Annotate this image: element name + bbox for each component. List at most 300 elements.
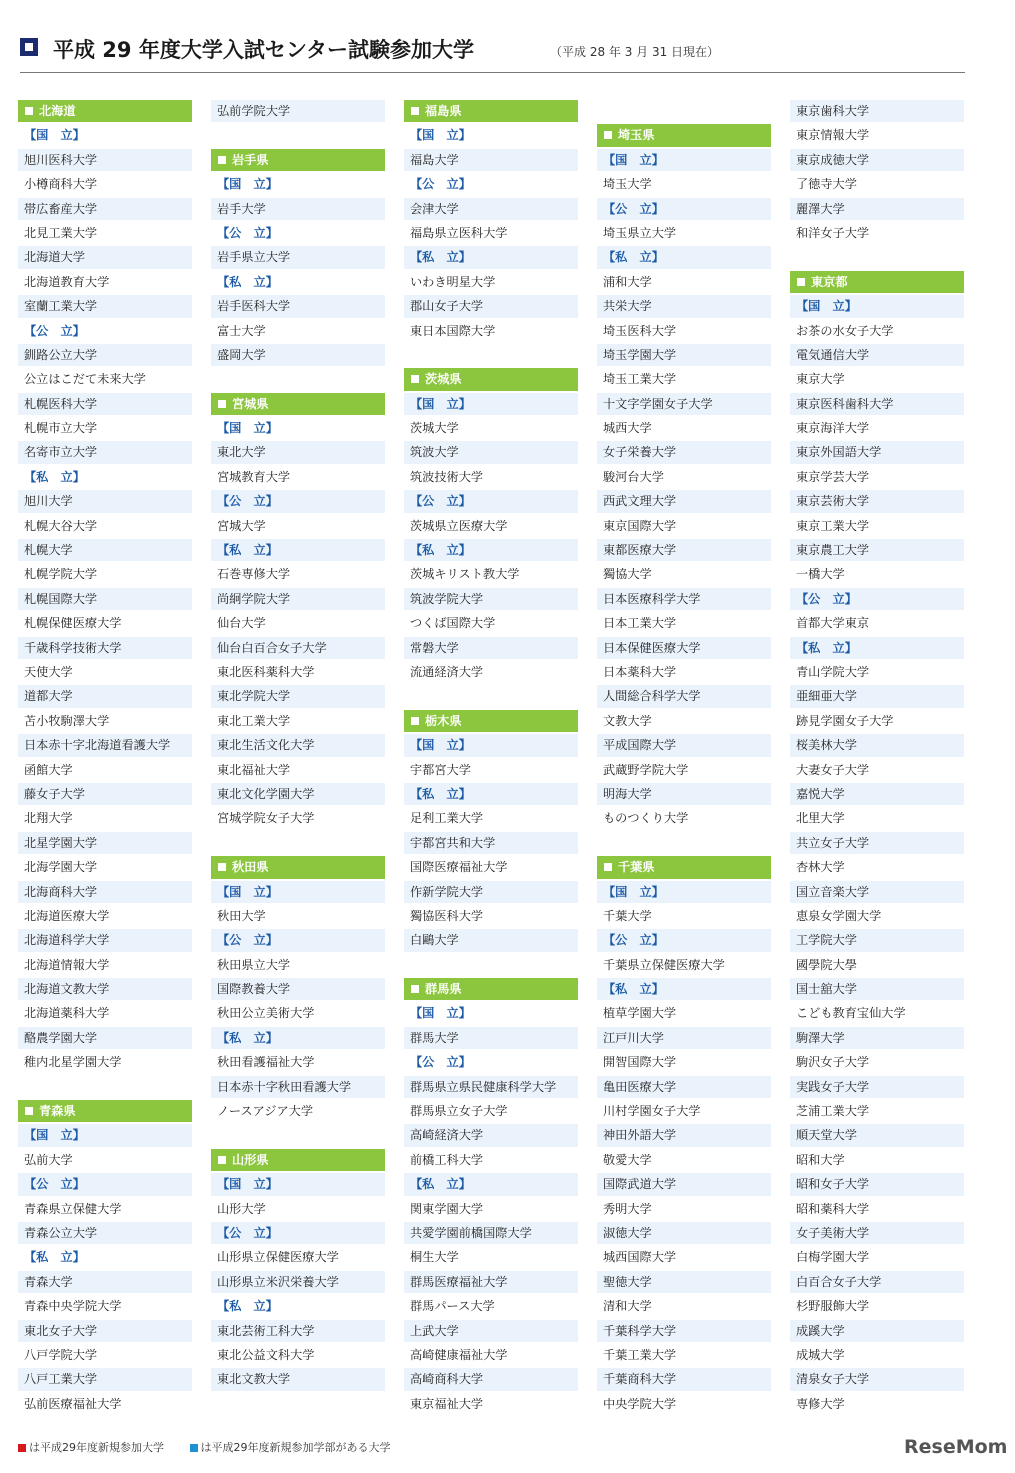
- prefecture-square-icon: [218, 156, 226, 164]
- category-label: 【公 立】: [404, 490, 578, 512]
- university-row: 釧路公立大学: [18, 344, 192, 366]
- university-row: 共立女子大学: [790, 832, 964, 854]
- university-row: 江戸川大学: [597, 1027, 771, 1049]
- prefecture-header: [211, 149, 385, 171]
- university-row: 成蹊大学: [790, 1320, 964, 1342]
- university-row: 宇都宮大学: [404, 759, 578, 781]
- university-row: 北海道大学: [18, 246, 192, 268]
- university-row: 高崎経済大学: [404, 1124, 578, 1146]
- university-row: 日本赤十字秋田看護大学: [211, 1076, 385, 1098]
- university-row: 杏林大学: [790, 856, 964, 878]
- as-of-date: （平成 28 年 3 月 31 日現在）: [550, 45, 720, 59]
- spacer-row: [790, 246, 964, 268]
- column-1: [18, 100, 192, 1417]
- university-row: ものつくり大学: [597, 807, 771, 829]
- university-row: 天使大学: [18, 661, 192, 683]
- university-row: 秋田看護福祉大学: [211, 1051, 385, 1073]
- university-row: ノースアジア大学: [211, 1100, 385, 1122]
- spacer-row: [404, 344, 578, 366]
- university-row: 宇都宮共和大学: [404, 832, 578, 854]
- spacer-row: [404, 954, 578, 976]
- prefecture-name: 東京都: [811, 274, 848, 289]
- university-row: 國學院大學: [790, 954, 964, 976]
- spacer-row: [597, 100, 771, 122]
- prefecture-name: 埼玉県: [618, 128, 655, 143]
- university-row: 埼玉県立大学: [597, 222, 771, 244]
- university-row: 弘前学院大学: [211, 100, 385, 122]
- university-row: 公立はこだて未来大学: [18, 368, 192, 390]
- university-row: 青森公立大学: [18, 1222, 192, 1244]
- category-label: 【公 立】: [404, 173, 578, 195]
- university-row: 岩手大学: [211, 198, 385, 220]
- category-label: 【私 立】: [18, 1246, 192, 1268]
- university-row: 清泉女子大学: [790, 1368, 964, 1390]
- category-label: 【私 立】: [404, 246, 578, 268]
- spacer-row: [404, 685, 578, 707]
- category-label: 【国 立】: [211, 881, 385, 903]
- university-row: 東京国際大学: [597, 515, 771, 537]
- university-row: 東北生活文化大学: [211, 734, 385, 756]
- university-row: 名寄市立大学: [18, 441, 192, 463]
- university-row: 千葉工業大学: [597, 1344, 771, 1366]
- university-row: 山形県立米沢栄養大学: [211, 1271, 385, 1293]
- university-row: 東北女子大学: [18, 1320, 192, 1342]
- category-label: 【公 立】: [211, 929, 385, 951]
- university-row: 東日本国際大学: [404, 320, 578, 342]
- category-label: 【国 立】: [211, 1173, 385, 1195]
- university-row: 酪農学園大学: [18, 1027, 192, 1049]
- university-row: 青森大学: [18, 1271, 192, 1293]
- university-row: 敬愛大学: [597, 1149, 771, 1171]
- university-row: 稚内北星学園大学: [18, 1051, 192, 1073]
- university-row: 石巻専修大学: [211, 563, 385, 585]
- university-row: 流通経済大学: [404, 661, 578, 683]
- university-row: 東京福祉大学: [404, 1393, 578, 1415]
- university-row: 順天堂大学: [790, 1124, 964, 1146]
- prefecture-square-icon: [411, 375, 419, 383]
- university-row: 神田外語大学: [597, 1124, 771, 1146]
- university-row: 藤女子大学: [18, 783, 192, 805]
- prefecture-header: [404, 710, 578, 732]
- university-row: 旭川医科大学: [18, 149, 192, 171]
- prefecture-square-icon: [25, 1107, 33, 1115]
- university-row: 山形大学: [211, 1198, 385, 1220]
- university-row: 芝浦工業大学: [790, 1100, 964, 1122]
- university-row: 秋田公立美術大学: [211, 1002, 385, 1024]
- category-label: 【公 立】: [211, 1222, 385, 1244]
- university-row: 埼玉医科大学: [597, 320, 771, 342]
- university-row: 北翔大学: [18, 807, 192, 829]
- university-row: 白百合女子大学: [790, 1271, 964, 1293]
- university-row: 跡見学園女子大学: [790, 710, 964, 732]
- prefecture-square-icon: [797, 278, 805, 286]
- university-row: 植草学園大学: [597, 1002, 771, 1024]
- column-4: [597, 100, 771, 1417]
- university-row: 盛岡大学: [211, 344, 385, 366]
- prefecture-header: [211, 856, 385, 878]
- university-row: 東京医科歯科大学: [790, 393, 964, 415]
- university-row: 札幌大学: [18, 539, 192, 561]
- university-row: 青山学院大学: [790, 661, 964, 683]
- prefecture-name: 栃木県: [425, 713, 462, 728]
- university-row: 北海学園大学: [18, 856, 192, 878]
- university-row: 宮城学院女子大学: [211, 807, 385, 829]
- university-row: 青森県立保健大学: [18, 1198, 192, 1220]
- university-row: 淑徳大学: [597, 1222, 771, 1244]
- legend-item-new-faculty: [190, 1439, 391, 1455]
- prefecture-header: [18, 100, 192, 122]
- university-row: 北海商科大学: [18, 881, 192, 903]
- category-label: 【公 立】: [597, 198, 771, 220]
- category-label: 【国 立】: [18, 1124, 192, 1146]
- category-label: 【私 立】: [597, 246, 771, 268]
- university-row: 平成国際大学: [597, 734, 771, 756]
- category-label: 【私 立】: [211, 1027, 385, 1049]
- prefecture-header: [404, 978, 578, 1000]
- university-row: 仙台白百合女子大学: [211, 637, 385, 659]
- university-row: 茨城キリスト教大学: [404, 563, 578, 585]
- university-row: 武蔵野学院大学: [597, 759, 771, 781]
- university-row: 十文字学園女子大学: [597, 393, 771, 415]
- university-row: 富士大学: [211, 320, 385, 342]
- university-row: 旭川大学: [18, 490, 192, 512]
- spacer-row: [211, 368, 385, 390]
- university-row: 人間総合科学大学: [597, 685, 771, 707]
- university-row: 千葉大学: [597, 905, 771, 927]
- category-label: 【私 立】: [790, 637, 964, 659]
- university-row: 城西国際大学: [597, 1246, 771, 1268]
- university-row: 上武大学: [404, 1320, 578, 1342]
- prefecture-square-icon: [218, 863, 226, 871]
- university-row: 日本保健医療大学: [597, 637, 771, 659]
- page-header: [20, 34, 965, 73]
- university-row: 東京外国語大学: [790, 441, 964, 463]
- university-row: 千葉県立保健医療大学: [597, 954, 771, 976]
- university-row: 東京海洋大学: [790, 417, 964, 439]
- prefecture-header: [211, 1149, 385, 1171]
- university-row: 城西大学: [597, 417, 771, 439]
- university-row: 茨城大学: [404, 417, 578, 439]
- university-row: 筑波技術大学: [404, 466, 578, 488]
- university-row: 福島大学: [404, 149, 578, 171]
- university-row: 駿河台大学: [597, 466, 771, 488]
- university-row: 杉野服飾大学: [790, 1295, 964, 1317]
- legend-label: は平成29年度新規参加学部がある大学: [200, 1441, 391, 1454]
- university-row: 北海道薬科大学: [18, 1002, 192, 1024]
- prefecture-name: 茨城県: [425, 372, 462, 387]
- university-row: 国立音楽大学: [790, 881, 964, 903]
- column-5: [790, 100, 964, 1417]
- category-label: 【国 立】: [597, 881, 771, 903]
- university-row: 東北芸術工科大学: [211, 1320, 385, 1342]
- university-row: 群馬医療福祉大学: [404, 1271, 578, 1293]
- university-row: 千葉商科大学: [597, 1368, 771, 1390]
- university-row: 専修大学: [790, 1393, 964, 1415]
- category-label: 【私 立】: [404, 783, 578, 805]
- university-row: 宮城大学: [211, 515, 385, 537]
- university-row: 国士舘大学: [790, 978, 964, 1000]
- university-row: 苫小牧駒澤大学: [18, 710, 192, 732]
- prefecture-name: 北海道: [39, 104, 76, 118]
- university-row: 前橋工科大学: [404, 1149, 578, 1171]
- university-row: 群馬大学: [404, 1027, 578, 1049]
- category-label: 【私 立】: [211, 539, 385, 561]
- university-row: 札幌国際大学: [18, 588, 192, 610]
- university-row: 北海道教育大学: [18, 271, 192, 293]
- prefecture-name: 千葉県: [618, 860, 655, 875]
- university-row: 亜細亜大学: [790, 685, 964, 707]
- prefecture-square-icon: [218, 400, 226, 408]
- university-row: 実践女子大学: [790, 1076, 964, 1098]
- university-row: 岩手医科大学: [211, 295, 385, 317]
- university-row: つくば国際大学: [404, 612, 578, 634]
- university-row: 東北大学: [211, 441, 385, 463]
- university-row: 東京情報大学: [790, 124, 964, 146]
- university-row: 東北文教大学: [211, 1368, 385, 1390]
- university-row: 弘前大学: [18, 1149, 192, 1171]
- university-row: 道都大学: [18, 685, 192, 707]
- prefecture-name: 宮城県: [232, 396, 269, 411]
- university-row: 白鷗大学: [404, 929, 578, 951]
- category-label: 【国 立】: [404, 1002, 578, 1024]
- university-row: 作新学院大学: [404, 881, 578, 903]
- page-title: 平成 29 年度大学入試センター試験参加大学: [53, 38, 475, 62]
- university-row: 昭和薬科大学: [790, 1198, 964, 1220]
- university-row: 東北公益文科大学: [211, 1344, 385, 1366]
- university-row: 中央学院大学: [597, 1393, 771, 1415]
- university-row: 筑波学院大学: [404, 588, 578, 610]
- legend-label: は平成29年度新規参加大学: [29, 1441, 164, 1454]
- title-square-icon: [20, 38, 38, 56]
- university-row: 日本工業大学: [597, 612, 771, 634]
- university-row: 麗澤大学: [790, 198, 964, 220]
- university-row: 千歳科学技術大学: [18, 637, 192, 659]
- prefecture-name: 青森県: [39, 1104, 76, 1119]
- category-label: 【私 立】: [18, 466, 192, 488]
- category-label: 【公 立】: [211, 222, 385, 244]
- university-row: 山形県立保健医療大学: [211, 1246, 385, 1268]
- university-row: 成城大学: [790, 1344, 964, 1366]
- prefecture-square-icon: [411, 717, 419, 725]
- prefecture-name: 群馬県: [425, 982, 462, 997]
- category-label: 【国 立】: [404, 124, 578, 146]
- university-row: 茨城県立医療大学: [404, 515, 578, 537]
- university-row: 東北文化学園大学: [211, 783, 385, 805]
- spacer-row: [211, 1124, 385, 1146]
- university-row: 高崎健康福祉大学: [404, 1344, 578, 1366]
- university-row: 仙台大学: [211, 612, 385, 634]
- category-label: 【私 立】: [404, 539, 578, 561]
- column-2: [211, 100, 385, 1393]
- prefecture-name: 岩手県: [232, 152, 269, 167]
- university-row: 駒沢女子大学: [790, 1051, 964, 1073]
- legend: [18, 1439, 413, 1455]
- university-row: 恵泉女学園大学: [790, 905, 964, 927]
- university-row: 桐生大学: [404, 1246, 578, 1268]
- university-row: 函館大学: [18, 759, 192, 781]
- university-row: 東北工業大学: [211, 710, 385, 732]
- university-row: 北海道科学大学: [18, 929, 192, 951]
- university-row: 東京成徳大学: [790, 149, 964, 171]
- prefecture-header: [404, 368, 578, 390]
- university-row: 北星学園大学: [18, 832, 192, 854]
- university-row: 国際武道大学: [597, 1173, 771, 1195]
- university-row: 東京学芸大学: [790, 466, 964, 488]
- university-row: 東京芸術大学: [790, 490, 964, 512]
- category-label: 【国 立】: [597, 149, 771, 171]
- university-row: 国際教養大学: [211, 978, 385, 1000]
- university-row: 群馬県立女子大学: [404, 1100, 578, 1122]
- university-row: 嘉悦大学: [790, 783, 964, 805]
- university-row: 西武文理大学: [597, 490, 771, 512]
- university-row: こども教育宝仙大学: [790, 1002, 964, 1024]
- spacer-row: [211, 124, 385, 146]
- university-row: 札幌学院大学: [18, 563, 192, 585]
- university-row: 和洋女子大学: [790, 222, 964, 244]
- blue-square-icon: [190, 1444, 198, 1452]
- category-label: 【私 立】: [211, 271, 385, 293]
- university-row: 亀田医療大学: [597, 1076, 771, 1098]
- spacer-row: [211, 832, 385, 854]
- prefecture-name: 福島県: [425, 104, 462, 118]
- university-row: 大妻女子大学: [790, 759, 964, 781]
- university-row: 尚絅学院大学: [211, 588, 385, 610]
- category-label: 【公 立】: [597, 929, 771, 951]
- university-row: 東北医科薬科大学: [211, 661, 385, 683]
- university-row: 足利工業大学: [404, 807, 578, 829]
- category-label: 【国 立】: [211, 417, 385, 439]
- university-row: 北里大学: [790, 807, 964, 829]
- spacer-row: [597, 832, 771, 854]
- university-row: 埼玉学園大学: [597, 344, 771, 366]
- university-row: いわき明星大学: [404, 271, 578, 293]
- university-row: 関東学園大学: [404, 1198, 578, 1220]
- prefecture-square-icon: [25, 107, 33, 115]
- university-row: 電気通信大学: [790, 344, 964, 366]
- university-row: 浦和大学: [597, 271, 771, 293]
- university-row: 昭和大学: [790, 1149, 964, 1171]
- category-label: 【公 立】: [404, 1051, 578, 1073]
- spacer-row: [18, 1076, 192, 1098]
- prefecture-square-icon: [218, 1156, 226, 1164]
- university-row: 札幌市立大学: [18, 417, 192, 439]
- university-row: 札幌医科大学: [18, 393, 192, 415]
- prefecture-header: [597, 856, 771, 878]
- university-row: 清和大学: [597, 1295, 771, 1317]
- university-row: 埼玉工業大学: [597, 368, 771, 390]
- university-row: 東京農工大学: [790, 539, 964, 561]
- category-label: 【公 立】: [211, 490, 385, 512]
- category-label: 【国 立】: [211, 173, 385, 195]
- university-row: 会津大学: [404, 198, 578, 220]
- university-row: 聖徳大学: [597, 1271, 771, 1293]
- university-row: 工学院大学: [790, 929, 964, 951]
- category-label: 【国 立】: [404, 393, 578, 415]
- university-row: 札幌大谷大学: [18, 515, 192, 537]
- university-row: お茶の水女子大学: [790, 320, 964, 342]
- category-label: 【私 立】: [597, 978, 771, 1000]
- university-row: 常磐大学: [404, 637, 578, 659]
- category-label: 【私 立】: [404, 1173, 578, 1195]
- university-row: 川村学園女子大学: [597, 1100, 771, 1122]
- university-row: 秋田県立大学: [211, 954, 385, 976]
- prefecture-square-icon: [604, 131, 612, 139]
- university-row: 開智国際大学: [597, 1051, 771, 1073]
- university-row: 獨協大学: [597, 563, 771, 585]
- university-row: 国際医療福祉大学: [404, 856, 578, 878]
- university-row: 秀明大学: [597, 1198, 771, 1220]
- university-row: 北海道文教大学: [18, 978, 192, 1000]
- university-row: 首都大学東京: [790, 612, 964, 634]
- university-row: 郡山女子大学: [404, 295, 578, 317]
- university-row: 室蘭工業大学: [18, 295, 192, 317]
- university-row: 日本赤十字北海道看護大学: [18, 734, 192, 756]
- university-row: 筑波大学: [404, 441, 578, 463]
- prefecture-header: [18, 1100, 192, 1122]
- category-label: 【国 立】: [790, 295, 964, 317]
- university-row: 北海道情報大学: [18, 954, 192, 976]
- university-row: 八戸学院大学: [18, 1344, 192, 1366]
- university-row: 北見工業大学: [18, 222, 192, 244]
- university-row: 高崎商科大学: [404, 1368, 578, 1390]
- prefecture-header: [597, 124, 771, 146]
- category-label: 【私 立】: [211, 1295, 385, 1317]
- university-row: 東北福祉大学: [211, 759, 385, 781]
- university-row: 東都医療大学: [597, 539, 771, 561]
- university-row: 宮城教育大学: [211, 466, 385, 488]
- university-row: 岩手県立大学: [211, 246, 385, 268]
- category-label: 【公 立】: [790, 588, 964, 610]
- category-label: 【公 立】: [18, 320, 192, 342]
- university-row: 駒澤大学: [790, 1027, 964, 1049]
- university-row: 群馬県立県民健康科学大学: [404, 1076, 578, 1098]
- category-label: 【公 立】: [18, 1173, 192, 1195]
- university-row: 群馬パース大学: [404, 1295, 578, 1317]
- university-row: 八戸工業大学: [18, 1368, 192, 1390]
- university-row: 明海大学: [597, 783, 771, 805]
- university-row: 日本医療科学大学: [597, 588, 771, 610]
- university-row: 共愛学園前橋国際大学: [404, 1222, 578, 1244]
- university-row: 白梅学園大学: [790, 1246, 964, 1268]
- prefecture-header: [211, 393, 385, 415]
- university-row: 女子栄養大学: [597, 441, 771, 463]
- university-row: 埼玉大学: [597, 173, 771, 195]
- university-row: 東京歯科大学: [790, 100, 964, 122]
- university-row: 共栄大学: [597, 295, 771, 317]
- university-row: 桜美林大学: [790, 734, 964, 756]
- university-row: 千葉科学大学: [597, 1320, 771, 1342]
- university-row: 福島県立医科大学: [404, 222, 578, 244]
- university-row: 東京大学: [790, 368, 964, 390]
- red-square-icon: [18, 1444, 26, 1452]
- resemom-logo: ReseMom: [904, 1436, 1008, 1458]
- university-row: 東京工業大学: [790, 515, 964, 537]
- university-row: 青森中央学院大学: [18, 1295, 192, 1317]
- prefecture-name: 山形県: [232, 1152, 269, 1167]
- column-3: [404, 100, 578, 1417]
- university-row: 北海道医療大学: [18, 905, 192, 927]
- prefecture-square-icon: [411, 107, 419, 115]
- university-row: 獨協医科大学: [404, 905, 578, 927]
- university-row: 帯広畜産大学: [18, 198, 192, 220]
- prefecture-name: 秋田県: [232, 860, 269, 875]
- prefecture-square-icon: [604, 863, 612, 871]
- university-row: 日本薬科大学: [597, 661, 771, 683]
- category-label: 【国 立】: [404, 734, 578, 756]
- university-row: 昭和女子大学: [790, 1173, 964, 1195]
- legend-item-new-university: [18, 1439, 164, 1455]
- category-label: 【国 立】: [18, 124, 192, 146]
